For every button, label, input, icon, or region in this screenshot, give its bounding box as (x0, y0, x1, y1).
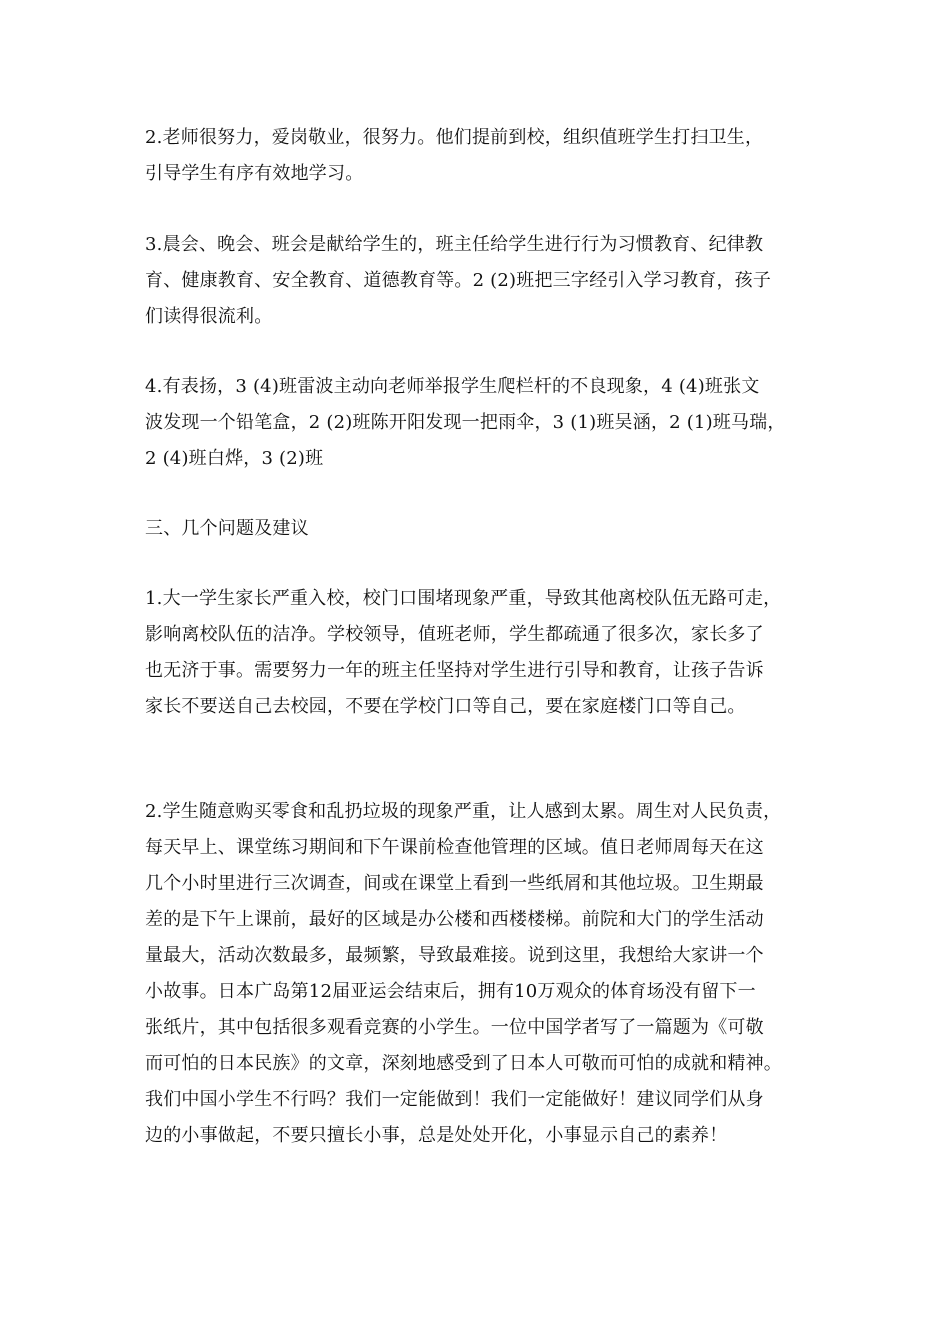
section-heading-problems (145, 511, 825, 547)
paragraph-teacher-effort (145, 120, 825, 192)
text-line: 4.有表扬，3 (4)班雷波主动向老师举报学生爬栏杆的不良现象，4 (4)班张文 (145, 376, 760, 397)
text-line: 小故事。日本广岛第12届亚运会结束后，拥有10万观众的体育场没有留下一 (145, 981, 756, 1002)
paragraph-class-meetings (145, 227, 825, 335)
paragraph-commendations (145, 369, 825, 477)
text-line: 我们中国小学生不行吗？我们一定能做到！我们一定能做好！建议同学们从身 (145, 1089, 764, 1110)
text-line: 量最大，活动次数最多，最频繁，导致最难接。说到这里，我想给大家讲一个 (145, 945, 764, 966)
text-line: 2 (4)班白烨，3 (2)班 (145, 448, 324, 469)
text-line: 影响离校队伍的洁净。学校领导，值班老师，学生都疏通了很多次，家长多了 (145, 624, 764, 645)
section-heading: 三、几个问题及建议 (145, 518, 309, 539)
text-line: 波发现一个铅笔盒，2 (2)班陈开阳发现一把雨伞，3 (1)班吴涵，2 (1)班马瑞， (145, 412, 786, 433)
text-line: 张纸片，其中包括很多观看竞赛的小学生。一位中国学者写了一篇题为《可敬 (145, 1017, 764, 1038)
text-line: 差的是下午上课前，最好的区域是办公楼和西楼楼梯。前院和大门的学生活动 (145, 909, 764, 930)
text-line: 引导学生有序有效地学习。 (145, 163, 364, 184)
text-line: 家长不要送自己去校园，不要在学校门口等自己，要在家庭楼门口等自己。 (145, 696, 746, 717)
text-line: 育、健康教育、安全教育、道德教育等。2 (2)班把三字经引入学习教育，孩子 (145, 270, 772, 291)
text-line: 几个小时里进行三次调查，间或在课堂上看到一些纸屑和其他垃圾。卫生期最 (145, 873, 764, 894)
text-line: 1.大一学生家长严重入校，校门口围堵现象严重，导致其他离校队伍无路可走， (145, 588, 782, 609)
text-line: 每天早上、课堂练习期间和下午课前检查他管理的区域。值日老师周每天在这 (145, 837, 764, 858)
text-line: 也无济于事。需要努力一年的班主任坚持对学生进行引导和教育，让孩子告诉 (145, 660, 764, 681)
text-line: 而可怕的日本民族》的文章，深刻地感受到了日本人可敬而可怕的成就和精神。 (145, 1053, 782, 1074)
text-line: 边的小事做起，不要只擅长小事，总是处处开化，小事显示自己的素养！ (145, 1125, 728, 1146)
text-line: 3.晨会、晚会、班会是献给学生的，班主任给学生进行行为习惯教育、纪律教 (145, 234, 764, 255)
paragraph-parents-gate (145, 581, 825, 725)
text-line: 们读得很流利。 (145, 306, 273, 327)
text-line: 2.学生随意购买零食和乱扔垃圾的现象严重，让人感到太累。周生对人民负责， (145, 801, 782, 822)
text-line: 2.老师很努力，爱岗敬业，很努力。他们提前到校，组织值班学生打扫卫生， (145, 127, 764, 148)
paragraph-litter (145, 794, 825, 1154)
